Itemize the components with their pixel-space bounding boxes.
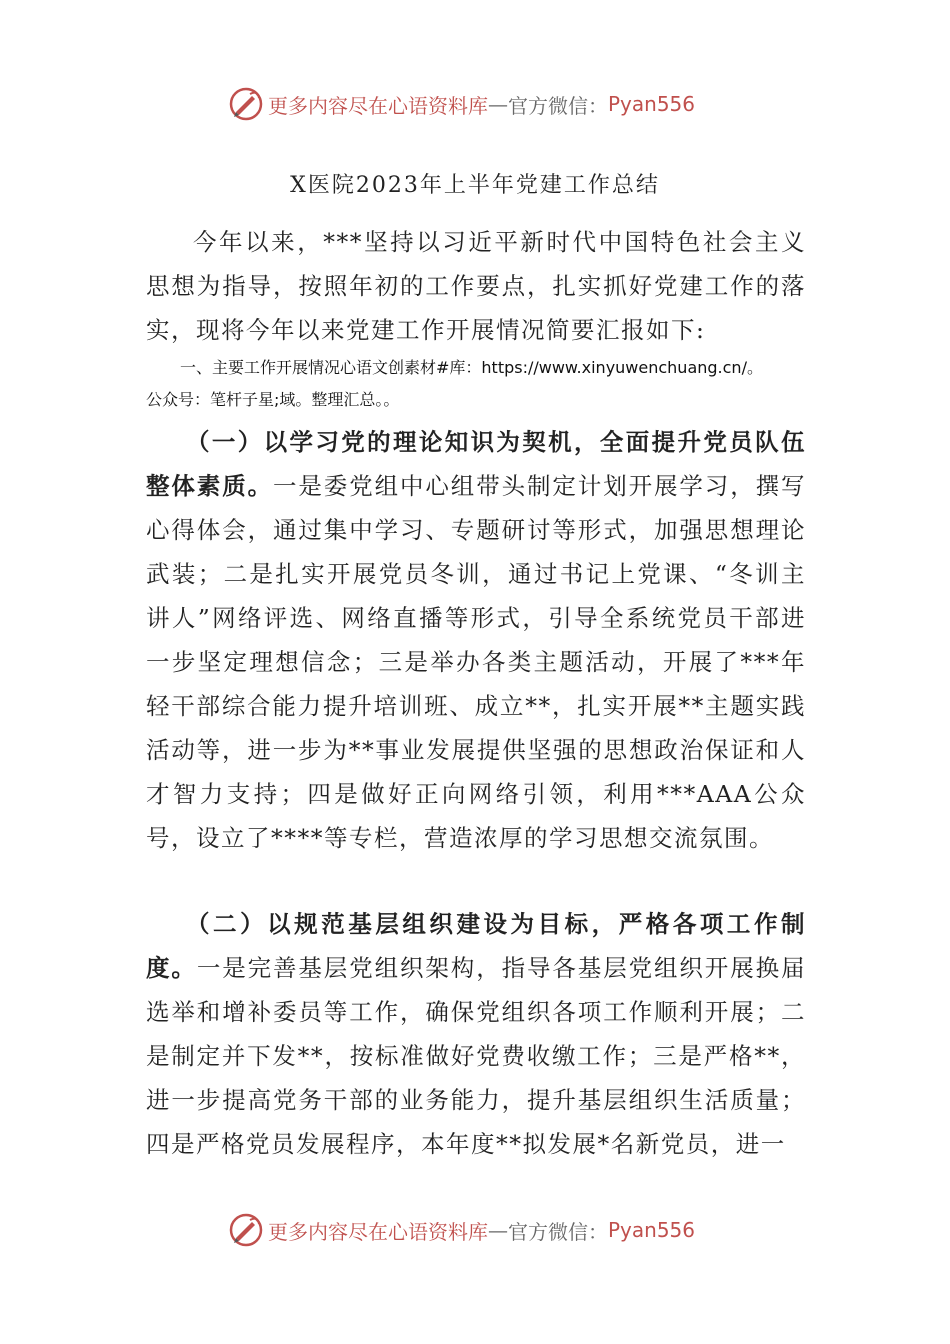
section-2-paragraph <box>146 902 806 1166</box>
document-title: X医院2023年上半年党建工作总结 <box>290 173 660 198</box>
section-2-heading: （二）以规范基层组织建设为目标，严格各项工作制度。 <box>146 910 806 982</box>
section-1-heading: （一）以学习党的理论知识为契机，全面提升党员队伍整体素质。 <box>146 428 806 500</box>
banner-text: 更多内容尽在心语资料库 <box>268 93 488 118</box>
section-2-body: 一是完善基层党组织架构，指导各基层党组织开展换届选举和增补委员等工作，确保党组织各项工作顺利开展；二是制定并下发**，按标准做好党费收缴工作；三是严格**，进一步提高党务干部的业务能力，提升基层组织生活质量；四是严格党员发展程序，本年度**拟发展*名新党员，进一 <box>146 954 807 1158</box>
banner-separator: — <box>488 1218 508 1242</box>
note-line-2: 公众号：笔杆子星;域。整理汇总。。 <box>146 390 400 409</box>
pen-logo-icon <box>228 1212 264 1248</box>
banner-text: 更多内容尽在心语资料库 <box>268 1219 488 1244</box>
bottom-watermark-banner <box>228 1210 748 1250</box>
section-1-paragraph <box>146 420 806 860</box>
banner-wechat-id: Pyan556 <box>608 1218 696 1242</box>
top-watermark-banner <box>228 84 748 124</box>
intro-paragraph: 今年以来，***坚持以习近平新时代中国特色社会主义思想为指导，按照年初的工作要点，扎实抓好党建工作的落实，现将今年以来党建工作开展情况简要汇报如下: <box>146 228 806 344</box>
note-block <box>146 352 816 416</box>
section-1-body: 一是委党组中心组带头制定计划开展学习，撰写心得体会，通过集中学习、专题研讨等形式，加强思想理论武装；二是扎实开展党员冬训，通过书记上党课、“冬训主讲人”网络评选、网络直播等形式，引导全系统党员干部进一步坚定理想信念；三是举办各类主题活动，开展了***年轻干部综合能力提升培训班、成立**，扎实开展**主题实践活动等，进一步为**事业发展提供坚强的思想政治保证和人才智力支持；四是做好正向网络引领，利用***AAA公众号，设立了****等专栏，营造浓厚的学习思想交流氛围。 <box>146 472 806 852</box>
note-line-1: 一、主要工作开展情况心语文创素材#库：https://www.xinyuwenchuang.cn/。 <box>180 358 763 377</box>
banner-label: 官方微信： <box>508 93 608 118</box>
banner-wechat-id: Pyan556 <box>608 92 696 116</box>
banner-label: 官方微信： <box>508 1219 608 1244</box>
pen-logo-icon <box>228 86 264 122</box>
banner-separator: — <box>488 92 508 116</box>
